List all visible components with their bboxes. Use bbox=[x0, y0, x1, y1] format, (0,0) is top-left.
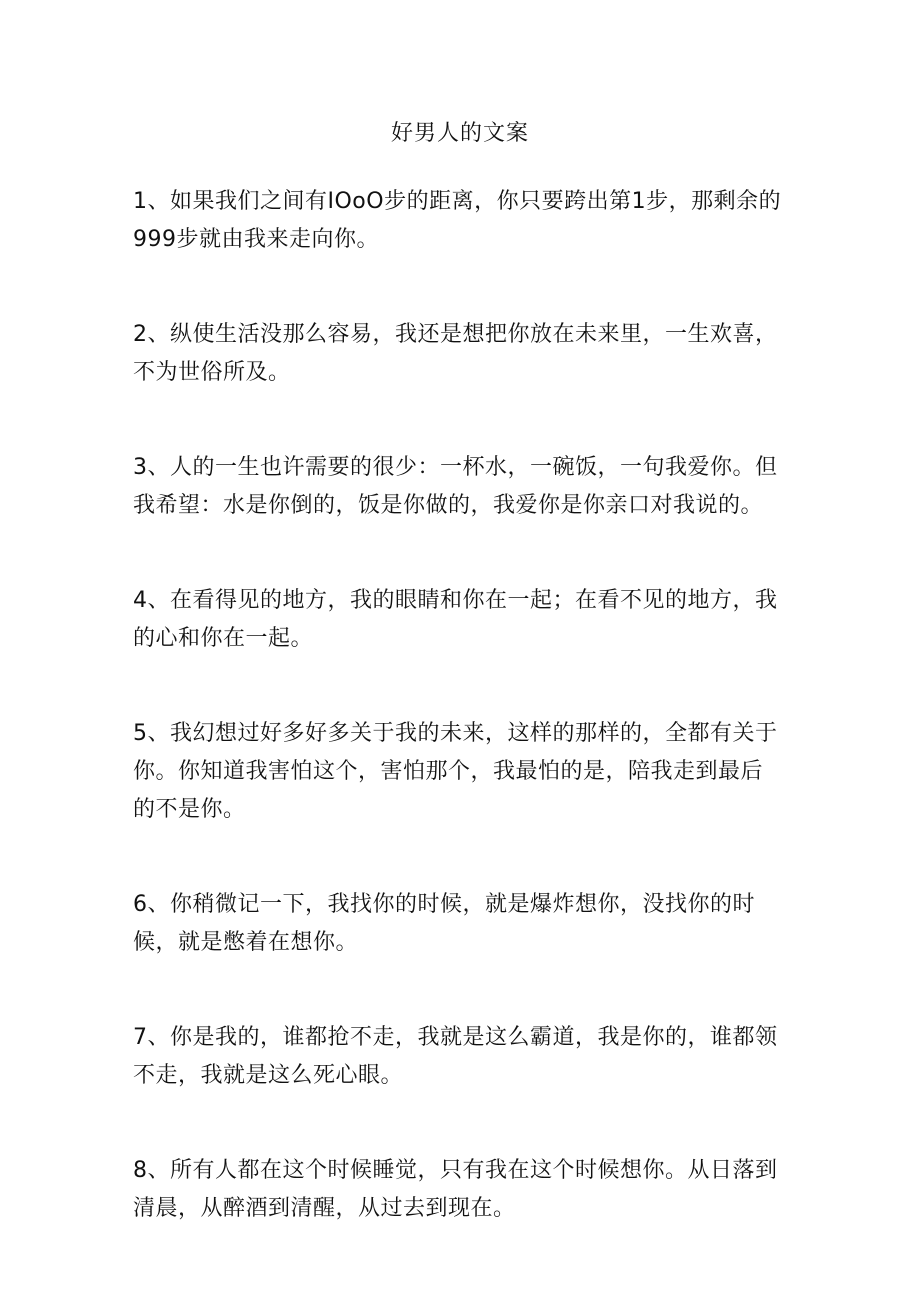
entry-1: 1、如果我们之间有IOoO步的距离，你只要跨出第1步，那剩余的999步就由我来走向你。 bbox=[133, 189, 782, 252]
entry-2: 2、纵使生活没那么容易，我还是想把你放在未来里，一生欢喜，不为世俗所及。 bbox=[133, 322, 778, 385]
document-title: 好男人的文案 bbox=[390, 121, 529, 146]
entry-4: 4、在看得见的地方，我的眼睛和你在一起；在看不见的地方，我的心和你在一起。 bbox=[133, 588, 778, 651]
entry-7: 7、你是我的，谁都抢不走，我就是这么霸道，我是你的，谁都领不走，我就是这么死心眼。 bbox=[133, 1025, 778, 1088]
entry-list bbox=[133, 183, 783, 1285]
entry-3: 3、人的一生也许需要的很少：一杯水，一碗饭，一句我爱你。但我希望：水是你倒的，饭是你做的，我爱你是你亲口对我说的。 bbox=[133, 455, 778, 518]
entry-8: 8、所有人都在这个时候睡觉，只有我在这个时候想你。从日落到清晨，从醉酒到清醒，从过去到现在。 bbox=[133, 1158, 778, 1221]
entry-6: 6、你稍微记一下，我找你的时候，就是爆炸想你，没找你的时候，就是憋着在想你。 bbox=[133, 892, 755, 955]
entry-5: 5、我幻想过好多好多关于我的未来，这样的那样的，全都有关于你。你知道我害怕这个，害怕那个，我最怕的是，陪我走到最后的不是你。 bbox=[133, 721, 778, 822]
